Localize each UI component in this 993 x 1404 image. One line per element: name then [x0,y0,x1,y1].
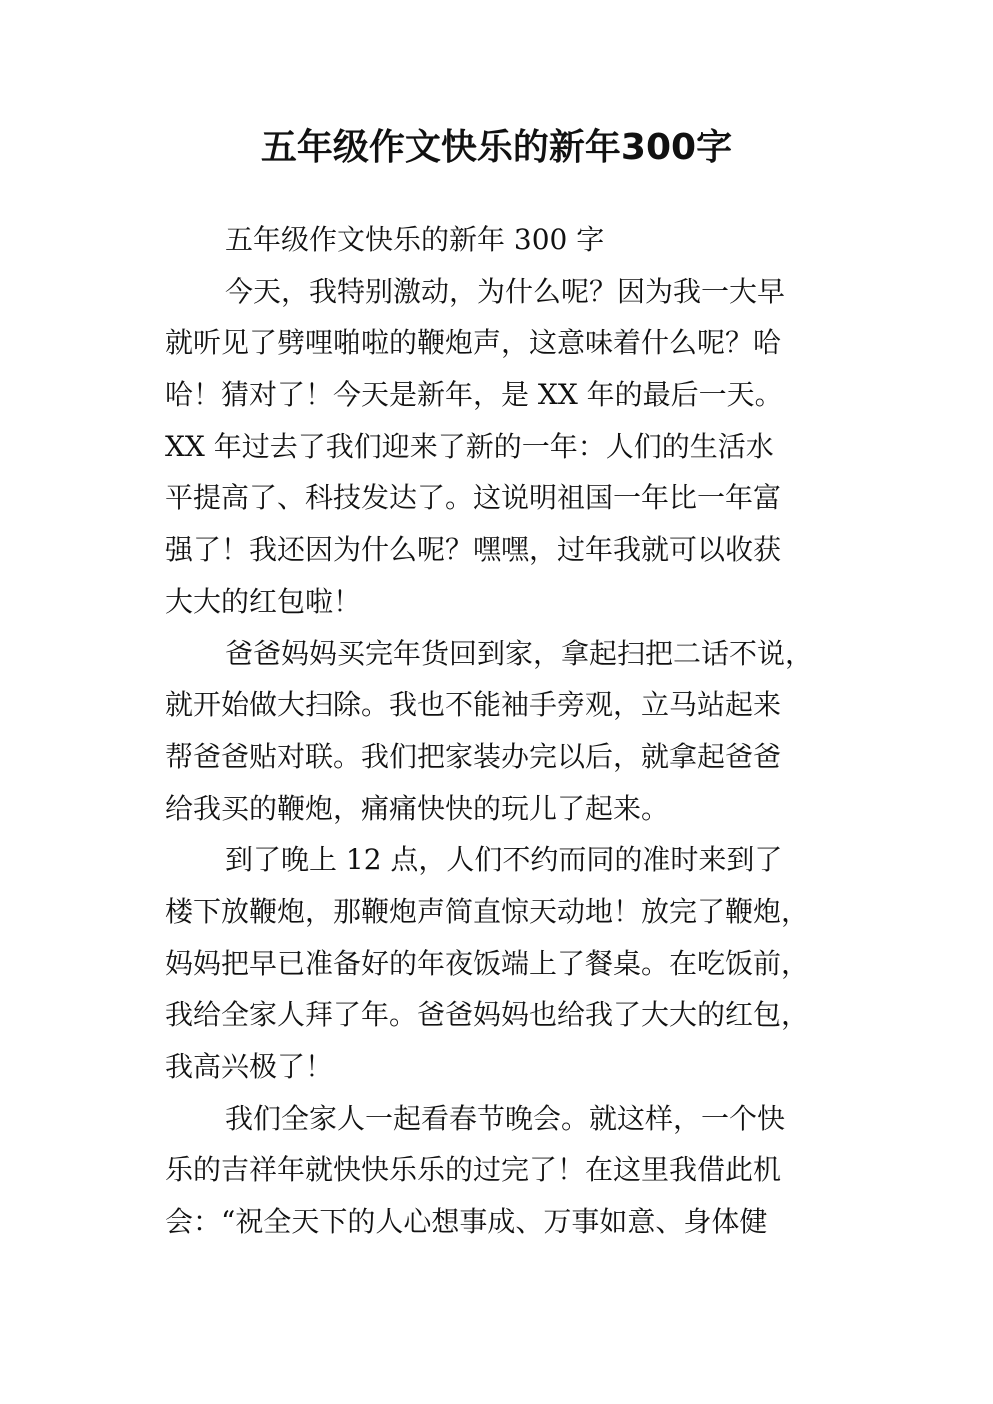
body-line: 乐的吉祥年就快快乐乐的过完了！在这里我借此机 [165,1153,782,1187]
body-line: 楼下放鞭炮，那鞭炮声简直惊天动地！放完了鞭炮， [165,894,810,928]
body-line: 就开始做大扫除。我也不能袖手旁观，立马站起来 [165,688,782,722]
body-line: 会：“祝全天下的人心想事成、万事如意、身体健 [165,1205,768,1239]
body-line: 强了！我还因为什么呢？嘿嘿，过年我就可以收获 [165,533,782,567]
body-line: 大大的红包啦！ [165,584,362,618]
body-line: 妈妈把早已准备好的年夜饭端上了餐桌。在吃饭前， [165,946,810,980]
body-line: 爸爸妈妈买完年货回到家，拿起扫把二话不说， [225,636,814,670]
body-line: XX 年过去了我们迎来了新的一年：人们的生活水 [165,429,774,463]
document-body [165,214,835,1248]
body-line: 就听见了劈哩啪啦的鞭炮声，这意味着什么呢？哈 [165,326,782,360]
body-line: 今天，我特别激动，为什么呢？因为我一大早 [225,274,786,308]
body-line: 到了晚上 12 点，人们不约而同的准时来到了 [225,843,783,877]
body-line: 我们全家人一起看春节晚会。就这样，一个快 [225,1101,786,1135]
body-line: 帮爸爸贴对联。我们把家装办完以后，就拿起爸爸 [165,739,782,773]
body-line: 给我买的鞭炮，痛痛快快的玩儿了起来。 [165,791,670,825]
body-line: 哈！猜对了！今天是新年，是 XX 年的最后一天。 [165,378,783,412]
body-line: 我高兴极了！ [165,1050,334,1083]
body-line: 我给全家人拜了年。爸爸妈妈也给我了大大的红包， [165,998,810,1032]
document-title: 五年级作文快乐的新年300字 [260,127,733,168]
body-line: 五年级作文快乐的新年 300 字 [225,223,605,256]
body-line: 平提高了、科技发达了。这说明祖国一年比一年富 [165,481,782,515]
